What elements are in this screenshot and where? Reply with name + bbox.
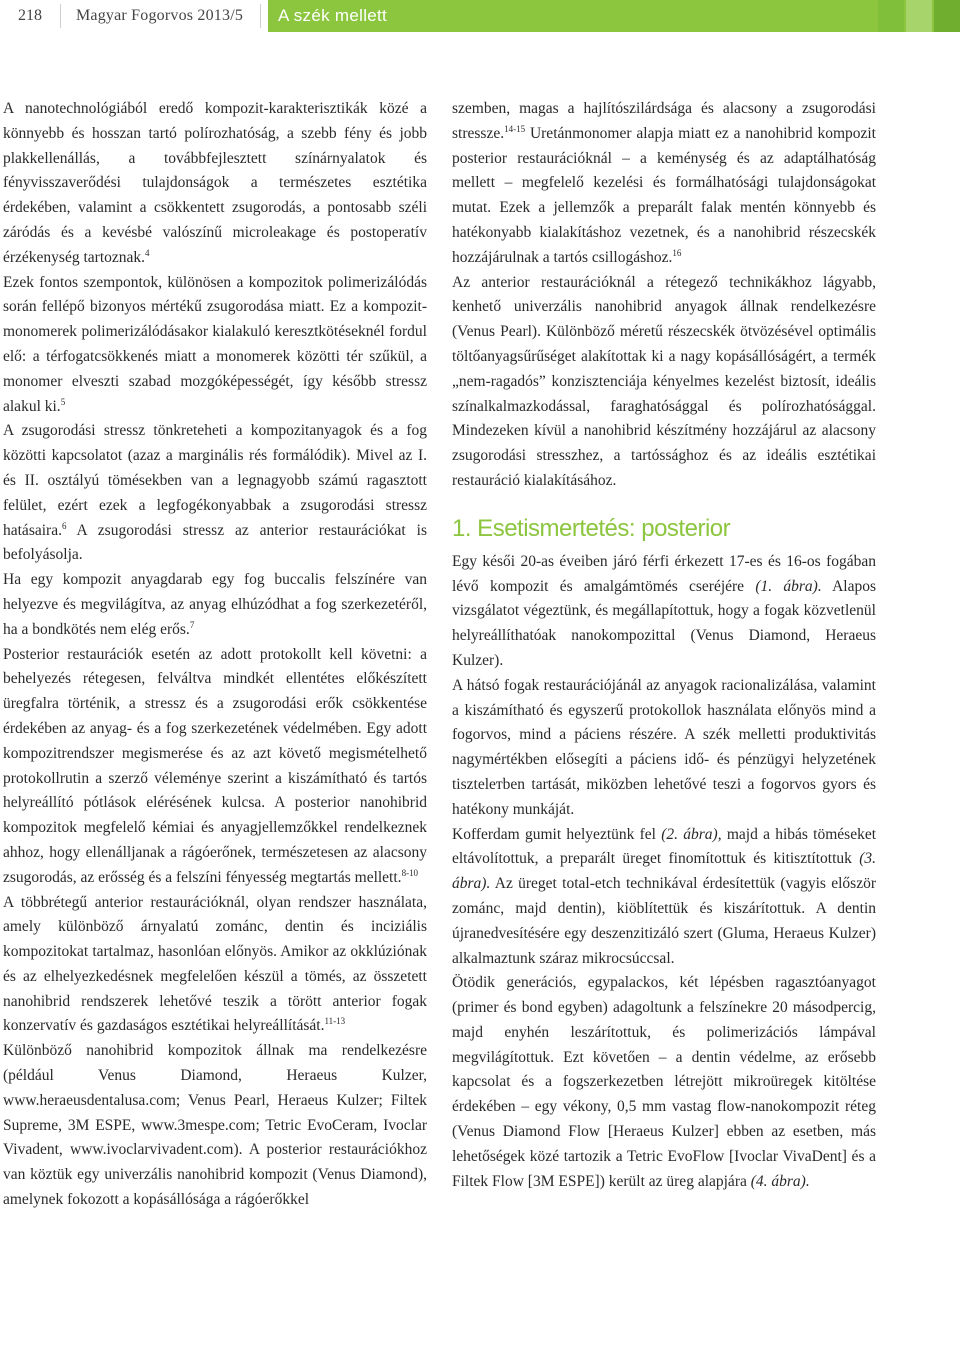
paragraph: A többrétegű anterior restaurációknál, olyan rendszer használata, amely különböző árnyalatú zománc, dentin és inciziális kompozitokat tartalmaz, hasonlóan előnyös. Amikor az okklúziónak és az elhelyezkedésnek megfelelően készül a tömés, az összetett nanohibrid rendszerek lehetővé teszik a törött anterior fogak konzervatív és gazdaságos esztétikai helyreállítását.$^{11-13}$ xyxy=(3,893,427,1035)
left-column xyxy=(3,97,427,1213)
header-divider xyxy=(60,4,61,28)
decor-squares xyxy=(848,0,960,32)
header-divider xyxy=(260,4,261,28)
section-bar xyxy=(268,0,960,32)
decor-square xyxy=(934,0,960,32)
page-header xyxy=(0,0,960,32)
decor-square xyxy=(878,0,904,32)
decor-square xyxy=(906,0,932,32)
section-title: A szék mellett xyxy=(278,6,388,25)
paragraph: Kofferdam gumit helyeztünk fel (2. ábra), majd a hibás töméseket eltávolítottuk, a preparált üreget finomítottuk és kitisztítottuk (3. ábra). Az üreget total-etch technikával érdesítettük (vagyis először zománc, majd dentin), kiöblítettük és kiszárítottuk. A dentin újranedvesítésére egy deszenzitizáló szert (Gluma, Heraeus Kulzer) alkalmaztunk száraz mikrocsúccsal. xyxy=(452,825,877,967)
paragraph: Ötödik generációs, egypalackos, két lépésben ragasztóanyagot (primer és bond egyben) adagoltunk a felszínekre 20 másodpercig, majd enyhén leszárítottuk, és polimerizációs lámpával megvilágítottuk. Ezt követően – a dentin védelme, az erősebb kapcsolat és a fogszerkezetben létrejött mikroüregek kitöltése érdekében – egy vékony, 0,5 mm vastag flow-nanokompozit réteg (Venus Diamond Flow [Heraeus Kulzer] ebben az esetben, más lehetőségek közé tartozik a Tetric EvoFlow [Ivoclar VivaDent] és a Filtek Flow [3M ESPE]) került az üreg alapjára (4. ábra). xyxy=(452,974,876,1190)
page-number: 218 xyxy=(18,7,42,24)
right-column xyxy=(452,97,876,1194)
paragraph: Az anterior restaurációknál a rétegező technikákhoz lágyabb, kenhető univerzális nanohibrid anyagok állnak rendelkezésre (Venus Pearl). Különböző méretű részecskék ötvözésével optimális töltőanyagsűrűséget alakítottak ki a nagy kopásállóságért, a termék „nem-ragadós” konzisztenciája kényelmes kezelést biztosít, ideális színalkalmazkodással, faraghatósággal és polírozhatósággal. Mindezeken kívül a nanohibrid készítmény hozzájárul az alacsony zsugorodási stresszhez, a tartóssághoz és az ideális esztétikai restauráció kialakításához. xyxy=(452,273,876,489)
case-heading: 1. Esetismertetés: posterior xyxy=(452,514,731,542)
paragraph: A hátsó fogak restaurációjánál az anyagok racionalizálása, valamint a kiszámítható és egyszerű protokollok használata előnyös mind a fogorvos, mind a páciens részére. A szék melletti produktivitás nagymértékben elősegíti a páciens idő- és pénzügyi helyzetének tisztelетben tartását, miközben lehetővé teszi a fogorvos gyors és hatékony munkáját. xyxy=(452,676,876,818)
paragraph: A zsugorodási stressz tönkreteheti a kompozitanyagok és a fog közötti kapcsolatot (azaz a marginális rés formálódik). Mivel az I. és II. osztályú tömésekben van a legnagyobb számú ragasztott felület, ezért ezek a legfogékonyabbak a zsugorodási stressz hatásaira.$^6$ A zsugorodási stressz az anterior restaurációkat is befolyásolja. xyxy=(3,422,427,564)
paragraph: Egy késői 20-as éveiben járó férfi érkezett 17-es és 16-os fogában lévő kompozit és amalgámtömés cseréjére (1. ábra). Alapos vizsgálatot végeztünk, és megállapítottuk, hogy a fogak közvetlenül helyreállíthatóak nanokompozittal (Venus Diamond, Heraeus Kulzer). xyxy=(452,552,877,669)
paragraph: Posterior restaurációk esetén az adott protokollt kell követni: a behelyezés rétegesen, felváltva mindkét ellentétes előkészített üregfalra történik, a stressz és a zsugorodási erők csökkentése érdekében az anyag- és a fog szerkezetének védelmében. Egy adott kompozitrendszer megismerése és az azt követő megismételhető protokollrutin a szerző véleménye szerint a kiszámítható és tartós helyreállító pótlások elérésének kulcsa. A posterior nanohibrid kompozitok megfelelő kémiai és anyagjellemzőkkel rendelkeznek ahhoz, hogy ellenálljanak a rágóerőnek, természetesen az alacsony zsugorodás, az erősség és a felszíni fényesség megtartás mellett.$^{8-10}$ xyxy=(3,645,427,886)
paragraph: A nanotechnológiából eredő kompozit-karakterisztikák közé a könnyebb és hosszan tartó polírozhatóság, a szebb fény és jobb plakkellenállás, a továbbfejlesztett színárnyalatok és fényvisszaverődési tulajdonságok a természetes esztétika érdekében, valamint a csökkentett zsugorodás, a pontosabb széli záródás és a kevésbé valószínű microleakage és postoperatív érzékenység tartoznak.$^4$ xyxy=(3,100,427,266)
paragraph: szemben, magas a hajlítószilárdsága és alacsony a zsugorodási stressze.$^{14-15}$ Uretánmonomer alapja miatt ez a nanohibrid kompozit posterior restaurációknál – a keménység és az adaptálhatóság mellett – megfelelő kezelési és formálhatósági tulajdonságokat mutat. Ezek a jellemzők a preparált falak mentén könnyebb és hatékonyabb kialakításhoz vezetnek, és a nanohibrid részecskék hozzájárulnak a tartós csillogáshoz.$^{16}$ xyxy=(452,100,876,266)
paragraph: Ezek fontos szempontok, különösen a kompozitok polimerizálódás során fellépő bizonyos mértékű zsugorodása miatt. Ez a kompozit-monomerek polimerizálódásakor kialakuló keresztkötéseknél fordul elő: a térfogatcsökkenés miatt a monomerek közötti tér szűkül, a monomer elveszti szabad mozgóképességét, így később stressz alakul ki.$^5$ xyxy=(3,273,427,415)
journal-title: Magyar Fogorvos 2013/5 xyxy=(76,7,244,24)
decor-square xyxy=(850,0,876,32)
paragraph: Különböző nanohibrid kompozitok állnak ma rendelkezésre (például Venus Diamond, Heraeus Kulzer, www.heraeusdentalusa.com; Venus Pearl, Heraeus Kulzer; Filtek Supreme, 3M ESPE, www.3mespe.com; Tetric EvoCeram, Ivoclar Vivadent, www.ivoclarvivadent.com). A posterior restaurációkhoz van köztük egy univerzális nanohibrid kompozit (Venus Diamond), amelynek fokozott a kopásállósága a rágóerőkkel xyxy=(3,1042,427,1209)
paragraph: Ha egy kompozit anyagdarab egy fog buccalis felszínére van helyezve és megvilágítva, az anyag elhúzódhat a fog szerkezetéről, ha a bondkötés nem elég erős.$^7$ xyxy=(3,571,427,638)
